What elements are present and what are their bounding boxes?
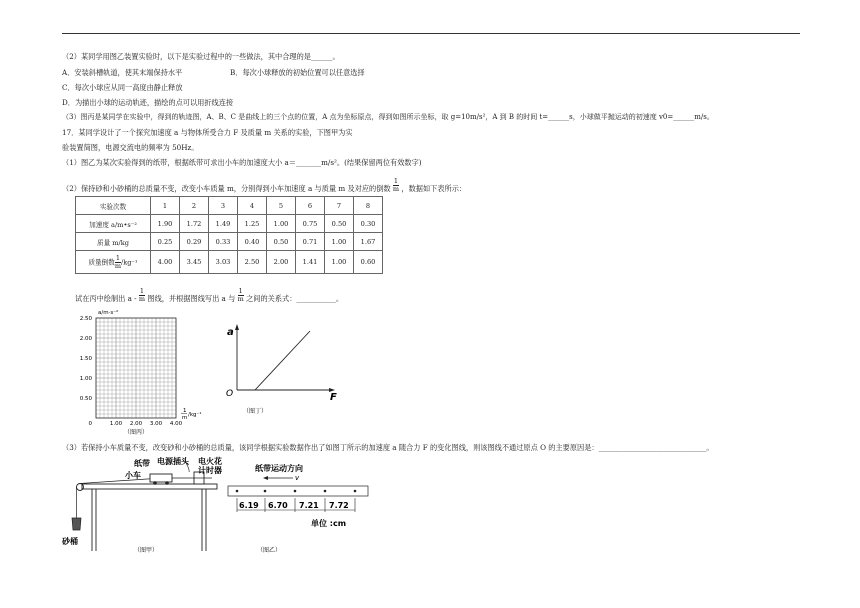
- table-cell: 1.41: [296, 251, 325, 274]
- fraction-denominator: m: [114, 261, 121, 270]
- table-row: [76, 233, 383, 251]
- table-top: [82, 484, 217, 489]
- label-velocity: v: [295, 474, 300, 482]
- header-inverse-mass-unit: /kg⁻¹: [120, 258, 138, 266]
- question-2-3: （3）图丙是某同学在实验中，得到的轨迹图，A、B、C 是曲线上的三个点的位置，A 点为坐标原点，得到如图所示坐标，取 g=10m/s²，A 到 B 的时间 t=______s，小球做平抛运动的初速度 v0=______m/s。: [62, 113, 714, 121]
- fraction-denominator: m: [237, 295, 244, 303]
- table-cell: 8: [354, 197, 383, 215]
- a-f-line: [255, 331, 310, 390]
- table-cell: 0.60: [354, 251, 383, 274]
- grid-lines: [96, 318, 176, 418]
- tape-dot: [354, 490, 357, 493]
- cart-body: [150, 474, 172, 482]
- option-a: A．安装斜槽轨道，使其末端保持水平: [62, 68, 183, 77]
- fraction-numerator: 1: [238, 287, 243, 295]
- figure-jia-caption: （图甲）: [134, 547, 159, 554]
- table-cell: 1.49: [209, 215, 238, 233]
- option-b: B．每次小球释放的初始位置可以任意选择: [230, 68, 365, 77]
- table-cell: 1.90: [151, 215, 180, 233]
- label-spark-timer-1: 电火花: [198, 457, 222, 466]
- header-inverse-mass: [76, 251, 151, 274]
- distance-1: 6.19: [239, 501, 259, 510]
- table-cell: 1.25: [238, 215, 267, 233]
- question-17-line2: 验装置简图，电源交流电的频率为 50Hz。: [62, 143, 199, 152]
- question-17-line1: 17．某同学设计了一个探究加速度 a 与物体所受合力 F 及质量 m 关系的实验，下图甲为实: [62, 128, 353, 137]
- inverse-mass-fraction: [393, 178, 399, 193]
- inverse-mass-fraction: [139, 288, 145, 303]
- fraction-numerator: 1: [393, 177, 399, 185]
- option-d: D．为描出小球的运动轨迹，描绘的点可以用折线连接: [62, 98, 234, 107]
- fraction-numerator: 1: [139, 287, 145, 295]
- cart-wheel: [153, 481, 157, 485]
- table-cell: 0.40: [238, 233, 267, 251]
- fraction-denominator: m: [138, 295, 146, 303]
- x-axis-label-denominator: m: [182, 415, 188, 421]
- origin-label: 0: [88, 421, 92, 427]
- table-cell: 1: [151, 197, 180, 215]
- distance-4: 7.72: [329, 501, 349, 510]
- x-tick-labels: [110, 421, 183, 427]
- sand-bucket-shape: [72, 518, 81, 530]
- y-axis-arrow: [235, 324, 239, 330]
- header-rule: [62, 33, 800, 34]
- plot-instruction-c: 之间的关系式：___________。: [246, 294, 344, 303]
- tape-dot: [324, 490, 327, 493]
- y-tick-label: 1.00: [79, 376, 92, 382]
- figure-yi-caption: （图乙）: [257, 547, 282, 554]
- tape-dot: [264, 490, 267, 493]
- tape-dot: [236, 490, 239, 493]
- tape-dot: [294, 490, 297, 493]
- table-cell: 1.00: [325, 251, 354, 274]
- unit-label: 单位 :cm: [311, 519, 347, 528]
- distance-3: 7.21: [299, 501, 319, 510]
- x-axis-label: F: [330, 392, 337, 403]
- table-cell: 6: [296, 197, 325, 215]
- x-tick-label: 3.00: [149, 421, 163, 427]
- table-row: [76, 197, 383, 215]
- distance-2: 6.70: [268, 501, 288, 510]
- table-cell: 0.50: [267, 233, 296, 251]
- cart-wheel: [165, 481, 169, 485]
- table-cell: 2.00: [267, 251, 296, 274]
- table-cell: 1.72: [180, 215, 209, 233]
- label-direction: 纸带运动方向: [255, 464, 303, 473]
- question-17-2-tail: ，数据如下表所示：: [401, 184, 467, 193]
- y-tick-label: 1.50: [79, 356, 92, 362]
- x-axis-unit: /kg⁻¹: [188, 412, 202, 418]
- x-axis-label-numerator: 1: [183, 408, 187, 414]
- plot-instruction-a: 试在丙中绘制出 a -: [75, 294, 137, 303]
- x-tick-label: 1.00: [109, 421, 123, 427]
- table-cell: 3.45: [180, 251, 209, 274]
- table-row: [76, 215, 383, 233]
- table-cell: 4: [238, 197, 267, 215]
- y-axis-label: a: [227, 327, 234, 338]
- table-row: [76, 251, 383, 274]
- x-tick-label: 4.00: [169, 421, 183, 427]
- table-cell: 0.75: [296, 215, 325, 233]
- graph-ding-caption: （图丁）: [243, 408, 268, 415]
- question-17-2: [62, 178, 466, 193]
- table-cell: 0.25: [151, 233, 180, 251]
- graph-bing-caption: （图丙）: [123, 429, 149, 436]
- fraction-numerator: 1: [115, 253, 120, 262]
- option-c: C．每次小球应从同一高度由静止释放: [62, 83, 183, 92]
- table-cell: 1.00: [267, 215, 296, 233]
- header-mass: 质量 m/kg: [76, 233, 151, 251]
- y-tick-label: 2.50: [79, 316, 92, 322]
- question-17-2-text: （2）保持砂和小砂桶的总质量不变，改变小车质量 m，分别得到小车加速度 a 与质量 m 及对应的倒数: [62, 184, 391, 193]
- fraction-denominator: m: [392, 185, 400, 193]
- table-cell: 0.71: [296, 233, 325, 251]
- header-trial: 实验次数: [76, 197, 151, 215]
- table-cell: 4.00: [151, 251, 180, 274]
- graph-ding: [205, 318, 345, 418]
- label-sand-bucket: 砂桶: [62, 537, 78, 546]
- table-cell: 0.50: [325, 215, 354, 233]
- table-cell: 3.03: [209, 251, 238, 274]
- table-cell: 2.50: [238, 251, 267, 274]
- table-cell: 0.29: [180, 233, 209, 251]
- graph-bing: [62, 308, 212, 438]
- label-spark-timer-2: 计时器: [198, 466, 222, 475]
- question-2-2: （2）某同学用图乙装置实验时，以下是实验过程中的一些做法，其中合理的是______。: [62, 52, 340, 61]
- plot-instruction: [75, 288, 343, 303]
- data-table: [75, 196, 383, 274]
- y-axis-label: a/m·s⁻²: [98, 310, 119, 316]
- table-cell: 3: [209, 197, 238, 215]
- x-tick-label: 2.00: [129, 421, 143, 427]
- label-power-plug: 电源插头: [157, 457, 189, 466]
- header-inverse-mass-label: 质量倒数: [88, 258, 115, 266]
- label-cart: 小车: [125, 471, 141, 480]
- table-cell: 0.33: [209, 233, 238, 251]
- question-17-3: （3）若保持小车质量不变，改变砂和小砂桶的总质量，该同学根据实验数据作出了如图丁所示的加速度 a 随合力 F 的变化图线，则该图线不通过原点 O 的主要原因是：______________________________。: [62, 443, 714, 452]
- table-cell: 1.67: [354, 233, 383, 251]
- table-cell: 7: [325, 197, 354, 215]
- header-acceleration: 加速度 a/m•s⁻²: [76, 215, 151, 233]
- figure-yi: [225, 462, 375, 556]
- table-cell: 5: [267, 197, 296, 215]
- inverse-mass-fraction: [238, 288, 244, 303]
- table-cell: 1.00: [325, 233, 354, 251]
- direction-arrowhead: [263, 476, 268, 480]
- y-tick-labels: [80, 316, 93, 402]
- paper-tape: [228, 486, 368, 496]
- figure-jia: [62, 456, 222, 556]
- plot-instruction-b: 图线，并根据图线写出 a 与: [147, 294, 236, 303]
- label-paper-tape: 纸带: [134, 459, 150, 468]
- question-17-1: （1）图乙为某次实验得到的纸带，根据纸带可求出小车的加速度大小 a＝_______m/s²。(结果保留两位有效数字): [62, 158, 422, 167]
- y-tick-label: 0.50: [79, 396, 92, 402]
- table-cell: 2: [180, 197, 209, 215]
- table-cell: 0.30: [354, 215, 383, 233]
- origin-label: O: [226, 389, 234, 399]
- y-tick-label: 2.00: [79, 336, 92, 342]
